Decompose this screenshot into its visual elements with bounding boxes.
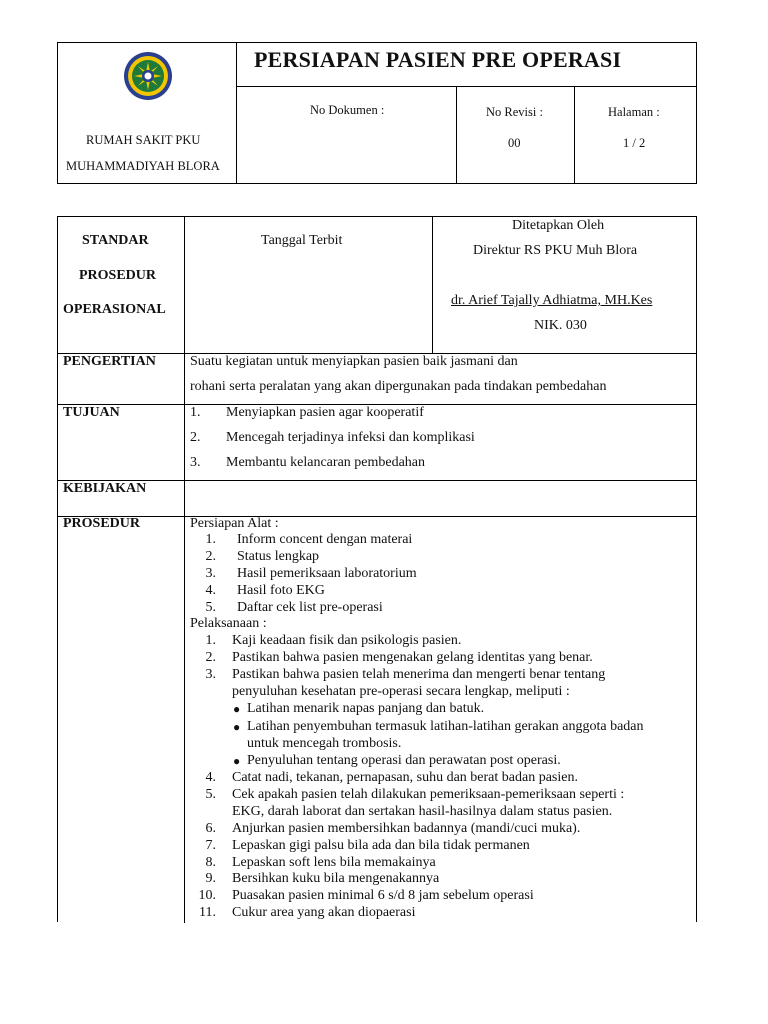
list-item: Membantu kelancaran pembedahan — [226, 455, 426, 470]
list-item-number: 5. — [205, 787, 216, 802]
list-item: Status lengkap — [237, 549, 320, 564]
list-item: Latihan penyembuhan termasuk latihan-latihan gerakan anggota badan — [247, 719, 644, 734]
set-by-label: Ditetapkan Oleh — [512, 218, 605, 233]
header-divider — [236, 86, 696, 87]
sop-label-prosedur: PROSEDUR — [79, 268, 157, 283]
sop-label-operasional: OPERASIONAL — [63, 302, 166, 317]
alat-heading: Persiapan Alat : — [190, 516, 279, 531]
header-divider — [236, 43, 237, 183]
list-item-number: 1. — [205, 532, 216, 547]
hospital-logo-icon — [118, 50, 178, 102]
pengertian-text: rohani serta peralatan yang akan dipergunakan pada tindakan pembedahan — [190, 379, 607, 394]
tujuan-label: TUJUAN — [63, 405, 120, 420]
list-item: untuk mencegah trombosis. — [247, 736, 402, 751]
column-divider — [432, 217, 433, 353]
hospital-name-line2: MUHAMMADIYAH BLORA — [66, 159, 220, 173]
list-item: Menyiapkan pasien agar kooperatif — [226, 405, 424, 420]
list-item: Daftar cek list pre-operasi — [237, 600, 383, 615]
list-item-number: 1. — [205, 633, 216, 648]
list-item: Cek apakah pasien telah dilakukan pemeriksaan-pemeriksaan seperti : — [232, 787, 625, 802]
kebijakan-label: KEBIJAKAN — [63, 481, 147, 496]
list-item: Bersihkan kuku bila mengenakannya — [232, 871, 440, 886]
list-item-number: 5. — [205, 600, 216, 615]
prosedur-label: PROSEDUR — [63, 516, 141, 531]
list-item-number: 2. — [190, 430, 201, 445]
bullet-icon: ● — [233, 720, 241, 734]
header-divider — [456, 86, 457, 183]
list-item: Puasakan pasien minimal 6 s/d 8 jam sebelum operasi — [232, 888, 534, 903]
signer-name: dr. Arief Tajally Adhiatma, MH.Kes — [451, 293, 653, 308]
list-item-number: 2. — [205, 549, 216, 564]
list-item: Mencegah terjadinya infeksi dan komplikasi — [226, 430, 475, 445]
list-item-number: 3. — [190, 455, 201, 470]
sop-label-standar: STANDAR — [82, 233, 149, 248]
list-item-number: 3. — [205, 566, 216, 581]
pelaksanaan-heading: Pelaksanaan : — [190, 616, 267, 631]
list-item-number: 11. — [199, 905, 216, 920]
revision-value: 00 — [508, 136, 521, 150]
revision-label: No Revisi : — [486, 105, 543, 119]
list-item: Hasil pemeriksaan laboratorium — [237, 566, 417, 581]
list-item-number: 3. — [205, 667, 216, 682]
header-divider — [574, 86, 575, 183]
list-item: Hasil foto EKG — [237, 583, 325, 598]
list-item-number: 4. — [205, 770, 216, 785]
list-item: Pastikan bahwa pasien telah menerima dan mengerti benar tentang — [232, 667, 606, 682]
bullet-icon: ● — [233, 754, 241, 768]
list-item-number: 1. — [190, 405, 201, 420]
hospital-name-line1: RUMAH SAKIT PKU — [86, 133, 201, 147]
issued-date-label: Tanggal Terbit — [261, 233, 343, 248]
list-item-number: 7. — [205, 838, 216, 853]
list-item-number: 6. — [205, 821, 216, 836]
page-value: 1 / 2 — [623, 136, 646, 150]
list-item: Lepaskan gigi palsu bila ada dan bila tidak permanen — [232, 838, 530, 853]
signer-nik: NIK. 030 — [534, 318, 587, 333]
list-item-number: 9. — [205, 871, 216, 886]
row-divider — [58, 516, 696, 517]
bullet-icon: ● — [233, 702, 241, 716]
list-item: EKG, darah laborat dan sertakan hasil-hasilnya dalam status pasien. — [232, 804, 613, 819]
list-item: Pastikan bahwa pasien mengenakan gelang identitas yang benar. — [232, 650, 593, 665]
pengertian-text: Suatu kegiatan untuk menyiapkan pasien baik jasmani dan — [190, 354, 518, 369]
list-item-number: 10. — [198, 888, 216, 903]
list-item-number: 4. — [205, 583, 216, 598]
pengertian-label: PENGERTIAN — [63, 354, 156, 369]
doc-number-label: No Dokumen : — [310, 103, 385, 117]
page-label: Halaman : — [608, 105, 660, 119]
row-divider — [58, 480, 696, 481]
page-title: PERSIAPAN PASIEN PRE OPERASI — [254, 47, 622, 72]
list-item: penyuluhan kesehatan pre-operasi secara lengkap, meliputi : — [232, 684, 570, 699]
list-item: Inform concent dengan materai — [237, 532, 413, 547]
list-item-number: 8. — [205, 855, 216, 870]
list-item: Cukur area yang akan diopaerasi — [232, 905, 416, 920]
list-item: Penyuluhan tentang operasi dan perawatan post operasi. — [247, 753, 561, 768]
list-item: Catat nadi, tekanan, pernapasan, suhu dan berat badan pasien. — [232, 770, 578, 785]
list-item-number: 2. — [205, 650, 216, 665]
list-item: Kaji keadaan fisik dan psikologis pasien. — [232, 633, 462, 648]
column-divider — [184, 217, 185, 923]
list-item: Latihan menarik napas panjang dan batuk. — [247, 701, 485, 716]
director-title: Direktur RS PKU Muh Blora — [473, 243, 638, 258]
list-item: Lepaskan soft lens bila memakainya — [232, 855, 436, 870]
list-item: Anjurkan pasien membersihkan badannya (mandi/cuci muka). — [232, 821, 581, 836]
